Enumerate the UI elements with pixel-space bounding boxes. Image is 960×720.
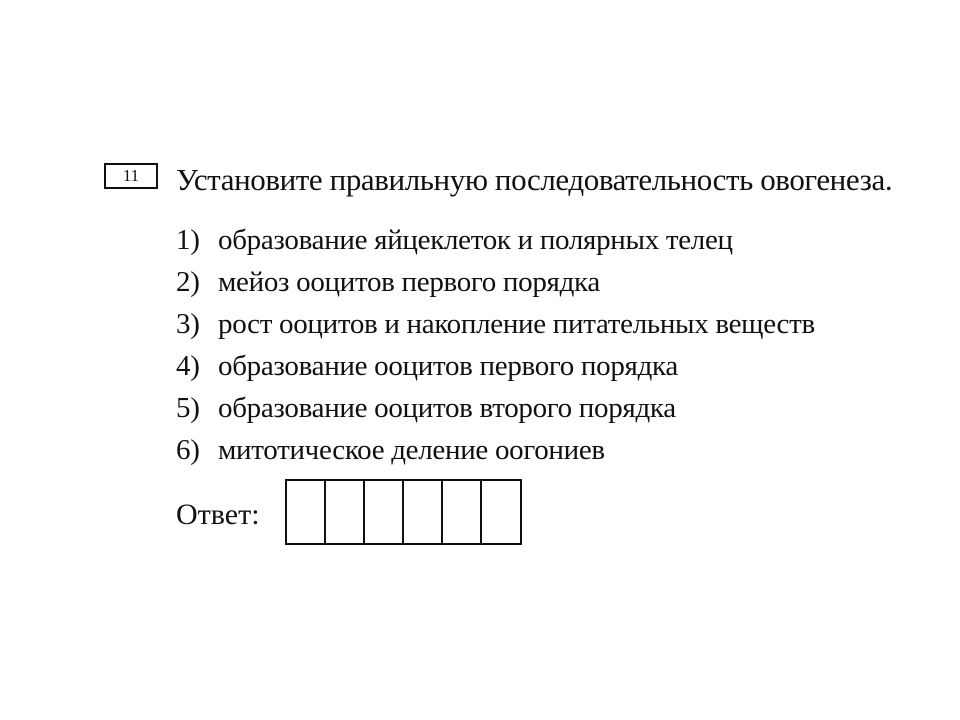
answer-cell-3[interactable] — [365, 481, 404, 543]
option-number: 3) — [176, 308, 200, 340]
option-item — [176, 303, 815, 345]
option-item — [176, 219, 815, 261]
option-number: 6) — [176, 434, 200, 466]
task-number-box: 11 — [104, 163, 158, 189]
answer-grid — [285, 479, 522, 545]
option-text: образование ооцитов первого порядка — [218, 350, 678, 382]
option-item — [176, 387, 815, 429]
option-text: образование яйцеклеток и полярных телец — [218, 224, 733, 256]
option-text: образование ооцитов второго порядка — [218, 392, 676, 424]
option-item — [176, 345, 815, 387]
answer-cell-6[interactable] — [482, 481, 520, 543]
option-number: 1) — [176, 224, 200, 256]
option-item — [176, 429, 815, 471]
question-text: Установите правильную последовательность овогенеза. — [176, 162, 893, 197]
option-text: рост ооцитов и накопление питательных веществ — [218, 308, 815, 340]
option-number: 2) — [176, 266, 200, 298]
answer-cell-2[interactable] — [326, 481, 365, 543]
answer-cell-5[interactable] — [443, 481, 482, 543]
answer-cell-1[interactable] — [287, 481, 326, 543]
option-text: митотическое деление оогониев — [218, 434, 605, 466]
option-item — [176, 261, 815, 303]
answer-cell-4[interactable] — [404, 481, 443, 543]
option-number: 4) — [176, 350, 200, 382]
options-list — [176, 219, 815, 471]
option-text: мейоз ооцитов первого порядка — [218, 266, 600, 298]
option-number: 5) — [176, 392, 200, 424]
answer-label: Ответ: — [176, 498, 260, 531]
